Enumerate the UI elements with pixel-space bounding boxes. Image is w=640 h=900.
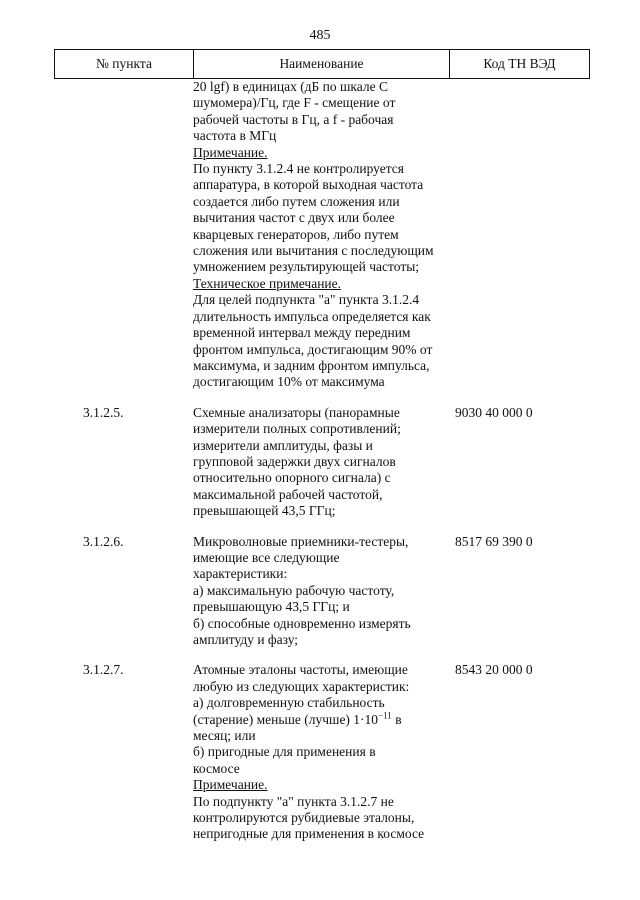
text-line: непригодные для применения в космосе (193, 826, 425, 842)
text-line: месяц; или (193, 728, 256, 744)
item-name (193, 534, 448, 649)
text-line: б) пригодные для применения в (193, 744, 376, 760)
text-line: б) способные одновременно измерять (193, 615, 411, 631)
text-line: По пункту 3.1.2.4 не контролируется (193, 161, 404, 177)
text-line: характеристики: (193, 566, 288, 582)
page-number: 485 (309, 28, 331, 43)
stability-text: (старение) меньше (лучше) 1·10 (193, 711, 379, 727)
text-line: Атомные эталоны частоты, имеющие (193, 662, 408, 678)
text-line: временной интервал между передним (193, 325, 411, 341)
text-line: амплитуду и фазу; (193, 632, 299, 647)
tnved-code: 8517 69 390 0 (455, 533, 533, 549)
text-fragment: в (391, 711, 402, 727)
note-title: Примечание. (193, 777, 268, 793)
text-line: контролируются рубидиевые эталоны, (193, 810, 415, 826)
text-line: максимума, и задним фронтом импульса, (193, 357, 430, 373)
item-name (193, 662, 448, 842)
text-line: частота в МГц (193, 128, 277, 144)
text-line: превышающей 43,5 ГГц; (193, 503, 336, 519)
item-name (193, 405, 448, 520)
text-line: максимальной рабочей частотой, (193, 486, 383, 502)
text-line: шумомера)/Гц, где F - смещение от (193, 95, 396, 111)
table-row (0, 662, 640, 842)
table-header (54, 49, 590, 79)
text-line: рабочей частоты в Гц, а f - рабочая (193, 111, 394, 127)
text-line: сложения или вычитания с последующим (193, 243, 434, 259)
text-line: групповой задержки двух сигналов (193, 453, 396, 469)
text-line: достигающим 10% от максимума (193, 374, 385, 390)
item-number: 3.1.2.7. (83, 662, 124, 678)
text-line (193, 712, 448, 728)
text-line: измерители полных сопротивлений; (193, 421, 401, 437)
text-line: относительно опорного сигнала) с (193, 470, 391, 486)
tnved-code: 9030 40 000 0 (455, 404, 533, 420)
text-line: 20 lgf) в единицах (дБ по шкале С (193, 79, 388, 94)
text-line: космосе (193, 760, 240, 776)
text-line: вычитания частот с двух или более (193, 210, 395, 226)
exponent: −11 (378, 710, 392, 721)
tnved-code: 8543 20 000 0 (455, 662, 533, 678)
text-line: кварцевых генераторов, либо путем (193, 226, 399, 242)
text-line: аппаратура, в которой выходная частота (193, 177, 424, 193)
text-line: По подпункту "а" пункта 3.1.2.7 не (193, 793, 394, 809)
continuation-text (193, 79, 448, 391)
text-line: Микроволновые приемники-тестеры, (193, 533, 409, 549)
text-line: создается либо путем сложения или (193, 193, 400, 209)
text-line: измерители амплитуды, фазы и (193, 437, 373, 453)
text-line: фронтом импульса, достигающим 90% от (193, 341, 433, 357)
header-col-number: № пункта (55, 50, 194, 79)
text-line: имеющие все следующие (193, 549, 340, 565)
item-number: 3.1.2.6. (83, 533, 124, 549)
note-title: Примечание. (193, 144, 268, 160)
header-col-code: Код ТН ВЭД (450, 50, 590, 79)
item-number: 3.1.2.5. (83, 404, 124, 420)
text-line: Для целей подпункта "а" пункта 3.1.2.4 (193, 292, 420, 308)
continuation-row (0, 79, 640, 391)
text-line: длительность импульса определяется как (193, 308, 431, 324)
text-line: любую из следующих характеристик: (193, 678, 410, 694)
technical-note-title: Техническое примечание. (193, 275, 342, 291)
text-line: а) долговременную стабильность (193, 695, 385, 711)
text-line: а) максимальную рабочую частоту, (193, 582, 395, 598)
text-line: Схемные анализаторы (панорамные (193, 404, 400, 420)
text-line: умножением результирующей частоты; (193, 259, 420, 275)
table-row (0, 405, 640, 520)
table-row (0, 534, 640, 649)
text-line: превышающую 43,5 ГГц; и (193, 599, 350, 615)
header-col-name: Наименование (194, 50, 450, 79)
table-body (0, 79, 640, 843)
